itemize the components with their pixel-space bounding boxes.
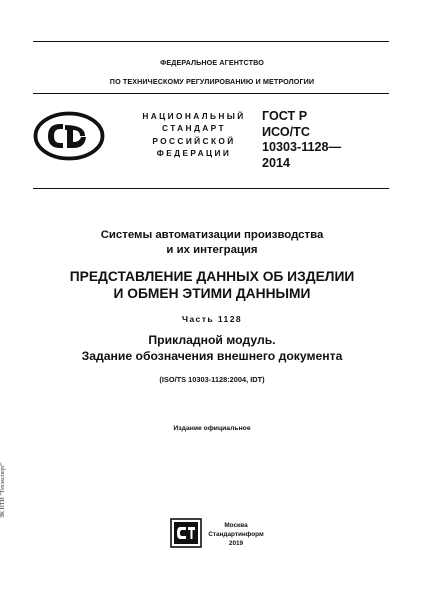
national-standard-label: [138, 110, 250, 160]
number-line-1: ГОСТ Р: [262, 109, 308, 123]
subtitle-line-1: Прикладной модуль.: [148, 333, 276, 347]
top-rule: [33, 41, 389, 42]
title-block-rule: [33, 188, 389, 189]
subtitle-line-2: Задание обозначения внешнего документа: [81, 348, 343, 363]
main-title-line-2: И ОБМЕН ЭТИМИ ДАННЫМИ: [113, 286, 311, 301]
label-line-3: РОССИЙСКОЙ: [152, 135, 236, 146]
label-line-2: СТАНДАРТ: [162, 123, 226, 134]
publisher-info: [206, 521, 266, 548]
side-note: ЗК НТИ "Техэксперт": [0, 462, 6, 518]
publisher-year: 2019: [228, 540, 244, 547]
number-line-2: ИСО/ТС: [262, 124, 310, 139]
edition-label: Издание официальное: [173, 425, 251, 432]
subtitle: [0, 333, 424, 364]
publisher-city: Москва: [224, 522, 248, 529]
number-line-3: 10303-1128—: [262, 140, 342, 154]
publisher-name: Стандартинформ: [208, 531, 264, 538]
series-title: [0, 228, 424, 258]
main-title: [0, 268, 424, 302]
iso-reference: (ISO/TS 10303-1128:2004, IDT): [159, 375, 265, 384]
label-line-1: НАЦИОНАЛЬНЫЙ: [142, 111, 246, 121]
series-title-line-1: Системы автоматизации производства: [100, 229, 324, 241]
gost-r-emblem: [33, 111, 105, 161]
agency-line-2: ПО ТЕХНИЧЕСКОМУ РЕГУЛИРОВАНИЮ И МЕТРОЛОГИИ: [109, 77, 315, 86]
label-line-4: ФЕДЕРАЦИИ: [156, 148, 232, 159]
header-divider: [33, 93, 389, 94]
series-title-line-2: и их интеграция: [166, 244, 258, 256]
number-line-4: 2014: [262, 155, 291, 170]
standard-number: [262, 109, 392, 171]
standartinform-logo-icon: [170, 518, 202, 548]
publisher-logo: [170, 518, 202, 548]
gost-r-certification-mark-icon: [33, 111, 105, 161]
part-label: Часть 1128: [181, 314, 243, 324]
agency-line-1: ФЕДЕРАЛЬНОЕ АГЕНТСТВО: [160, 58, 264, 67]
main-title-line-1: ПРЕДСТАВЛЕНИЕ ДАННЫХ ОБ ИЗДЕЛИИ: [69, 269, 355, 284]
